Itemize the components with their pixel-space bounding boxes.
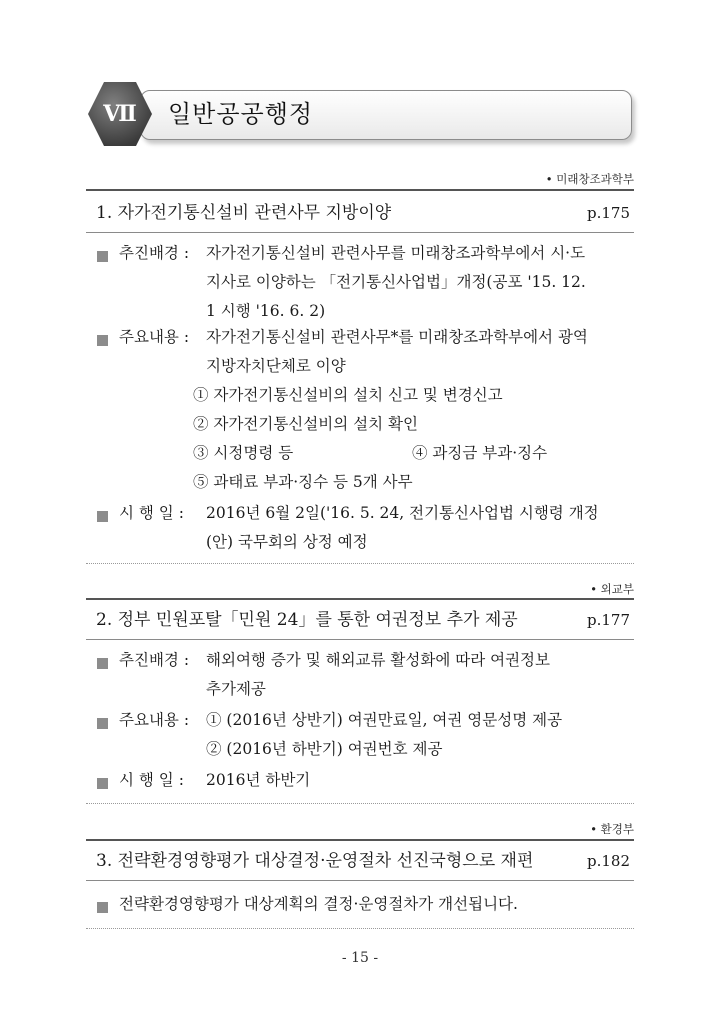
section-1-item-2-line-2: 지방자치단체로 이양: [206, 357, 346, 375]
bullet-square-icon: [97, 511, 108, 522]
section-2-page-ref: p.177: [586, 611, 630, 629]
section-1-top-rule: [86, 189, 634, 191]
section-1-ministry: • 미래창조과학부: [545, 172, 634, 186]
section-3-page-ref: p.182: [586, 852, 630, 870]
section-1-page-ref: p.175: [586, 204, 630, 222]
section-2-title: 2. 정부 민원포탈「민원 24」를 통한 여권정보 추가 제공: [96, 610, 518, 630]
section-1-sub-item-4: ④ 과징금 부과·징수: [412, 444, 548, 462]
section-1-item-3-label: 시 행 일 :: [119, 504, 184, 522]
section-1-item-2-label: 주요내용 :: [119, 328, 190, 346]
bullet-square-icon: [97, 335, 108, 346]
bullet-square-icon: [97, 251, 108, 262]
section-1-item-1-line-2: 지사로 이양하는 「전기통신사업법」개정(공포 '15. 12.: [206, 273, 586, 291]
section-2-item-1-label: 추진배경 :: [119, 651, 190, 669]
section-2-bottom-rule: [86, 803, 634, 804]
bullet-square-icon: [97, 902, 108, 913]
section-2-item-2-line-2: ② (2016년 하반기) 여권번호 제공: [206, 740, 443, 758]
section-1-item-3-line-2: (안) 국무회의 상정 예정: [206, 533, 368, 551]
section-3-ministry: • 환경부: [590, 822, 634, 836]
section-3-top-rule: [86, 839, 634, 841]
section-3-item-1-line-1: 전략환경영향평가 대상계획의 결정·운영절차가 개선됩니다.: [119, 895, 518, 913]
section-2-item-2-label: 주요내용 :: [119, 711, 190, 729]
section-2-title-rule: [86, 639, 634, 640]
section-2-top-rule: [86, 598, 634, 600]
section-1-item-1-line-3: 1 시행 '16. 6. 2): [206, 302, 326, 320]
section-1-title: 1. 자가전기통신설비 관련사무 지방이양: [96, 203, 392, 223]
section-2-item-1-line-1: 해외여행 증가 및 해외교류 활성화에 따라 여권정보: [206, 651, 550, 669]
section-2-item-2-line-1: ① (2016년 상반기) 여권만료일, 여권 영문성명 제공: [206, 711, 563, 729]
section-1-item-1-line-1: 자가전기통신설비 관련사무를 미래창조과학부에서 시·도: [206, 244, 586, 262]
section-2-item-3-label: 시 행 일 :: [119, 771, 184, 789]
section-2-ministry: • 외교부: [590, 582, 634, 596]
bullet-square-icon: [97, 658, 108, 669]
page-number: - 15 -: [341, 950, 379, 966]
section-1-title-rule: [86, 232, 634, 233]
section-1-sub-item-2: ② 자가전기통신설비의 설치 확인: [193, 415, 418, 433]
section-3-title-rule: [86, 880, 634, 881]
section-1-sub-item-3: ③ 시정명령 등: [193, 444, 294, 462]
section-1-item-2-line-1: 자가전기통신설비 관련사무*를 미래창조과학부에서 광역: [206, 328, 588, 346]
section-1-item-1-label: 추진배경 :: [119, 244, 190, 262]
bullet-square-icon: [97, 718, 108, 729]
section-1-bottom-rule: [86, 563, 634, 564]
section-2-item-1-line-2: 추가제공: [206, 680, 266, 698]
chapter-numeral: Ⅶ: [103, 101, 137, 127]
section-1-sub-item-5: ⑤ 과태료 부과·징수 등 5개 사무: [193, 473, 413, 491]
section-3-bottom-rule: [86, 928, 634, 929]
chapter-title: 일반공공행정: [168, 100, 314, 128]
section-3-title: 3. 전략환경영향평가 대상결정·운영절차 선진국형으로 재편: [96, 851, 534, 871]
section-1-sub-item-1: ① 자가전기통신설비의 설치 신고 및 변경신고: [193, 386, 503, 404]
section-1-item-3-line-1: 2016년 6월 2일('16. 5. 24, 전기통신사업법 시행령 개정: [206, 504, 599, 522]
section-2-item-3-line-1: 2016년 하반기: [206, 771, 311, 789]
bullet-square-icon: [97, 778, 108, 789]
